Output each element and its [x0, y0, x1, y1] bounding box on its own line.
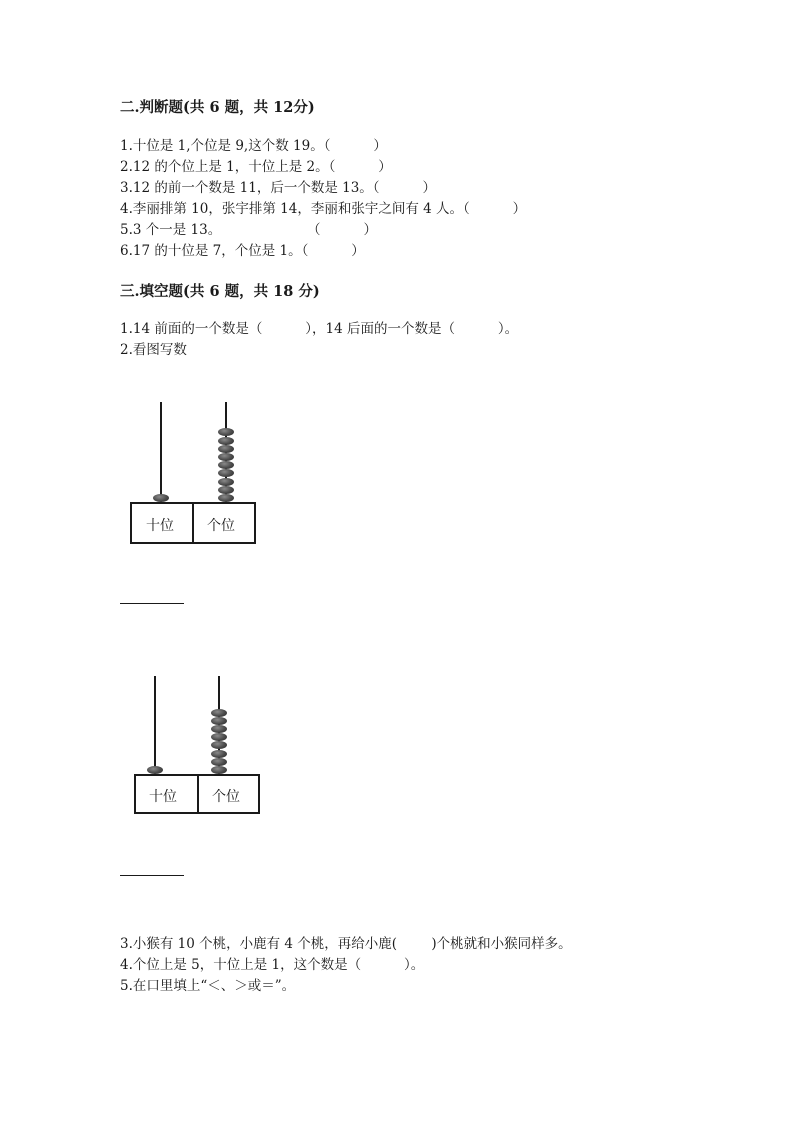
answer-blank-1 — [120, 603, 184, 604]
fill-question-1: 1.14 前面的一个数是（ ），14 后面的一个数是（ ）。 — [120, 321, 519, 337]
fill-question-5: 5.在口里填上“＜、＞或＝”。 — [120, 978, 296, 994]
answer-blank-2 — [120, 875, 184, 876]
judge-question-2: 2.12 的个位上是 1，十位上是 2。（ ） — [120, 159, 392, 175]
judge-question-3: 3.12 的前一个数是 11，后一个数是 13。（ ） — [120, 180, 436, 196]
tens-label: 十位 — [149, 789, 177, 805]
abacus-figure-1 — [130, 402, 256, 544]
judge-question-4: 4.李丽排第 10，张宇排第 14，李丽和张宇之间有 4 人。（ ） — [120, 201, 527, 217]
place-value-table — [130, 502, 256, 544]
abacus-bead — [218, 486, 234, 494]
table-divider — [197, 776, 199, 812]
judge-question-6: 6.17 的十位是 7，个位是 1。（ ） — [120, 243, 365, 259]
abacus-bead — [218, 437, 234, 445]
tens-rod — [160, 402, 162, 502]
fill-question-4: 4.个位上是 5，十位上是 1，这个数是（ ）。 — [120, 957, 425, 973]
abacus-bead — [147, 766, 163, 774]
place-value-table — [134, 774, 260, 814]
fill-question-2: 2.看图写数 — [120, 342, 187, 358]
table-divider — [192, 504, 194, 542]
abacus-bead — [211, 741, 227, 749]
abacus-figure-2 — [134, 676, 260, 814]
abacus-bead — [211, 725, 227, 733]
abacus-bead — [218, 453, 234, 461]
fill-question-3: 3.小猴有 10 个桃，小鹿有 4 个桃，再给小鹿( )个桃就和小猴同样多。 — [120, 936, 572, 952]
abacus-bead — [211, 733, 227, 741]
abacus-bead — [218, 461, 234, 469]
abacus-bead — [218, 469, 234, 477]
judge-question-5: 5.3 个一是 13。 （ ） — [120, 222, 377, 238]
section-3-heading: 三.填空题(共 6 题，共 18 分) — [120, 283, 320, 300]
ones-label: 个位 — [212, 789, 240, 805]
section-2-heading: 二.判断题(共 6 题，共 12分) — [120, 99, 315, 116]
abacus-bead — [211, 766, 227, 774]
abacus-bead — [211, 717, 227, 725]
abacus-bead — [218, 445, 234, 453]
abacus-bead — [211, 709, 227, 717]
tens-rod — [154, 676, 156, 774]
abacus-bead — [218, 494, 234, 502]
tens-label: 十位 — [146, 518, 174, 534]
abacus-bead — [211, 758, 227, 766]
abacus-bead — [211, 750, 227, 758]
abacus-bead — [218, 478, 234, 486]
abacus-bead — [153, 494, 169, 502]
abacus-bead — [218, 428, 234, 436]
judge-question-1: 1.十位是 1,个位是 9,这个数 19。（ ） — [120, 138, 387, 154]
ones-label: 个位 — [207, 518, 235, 534]
